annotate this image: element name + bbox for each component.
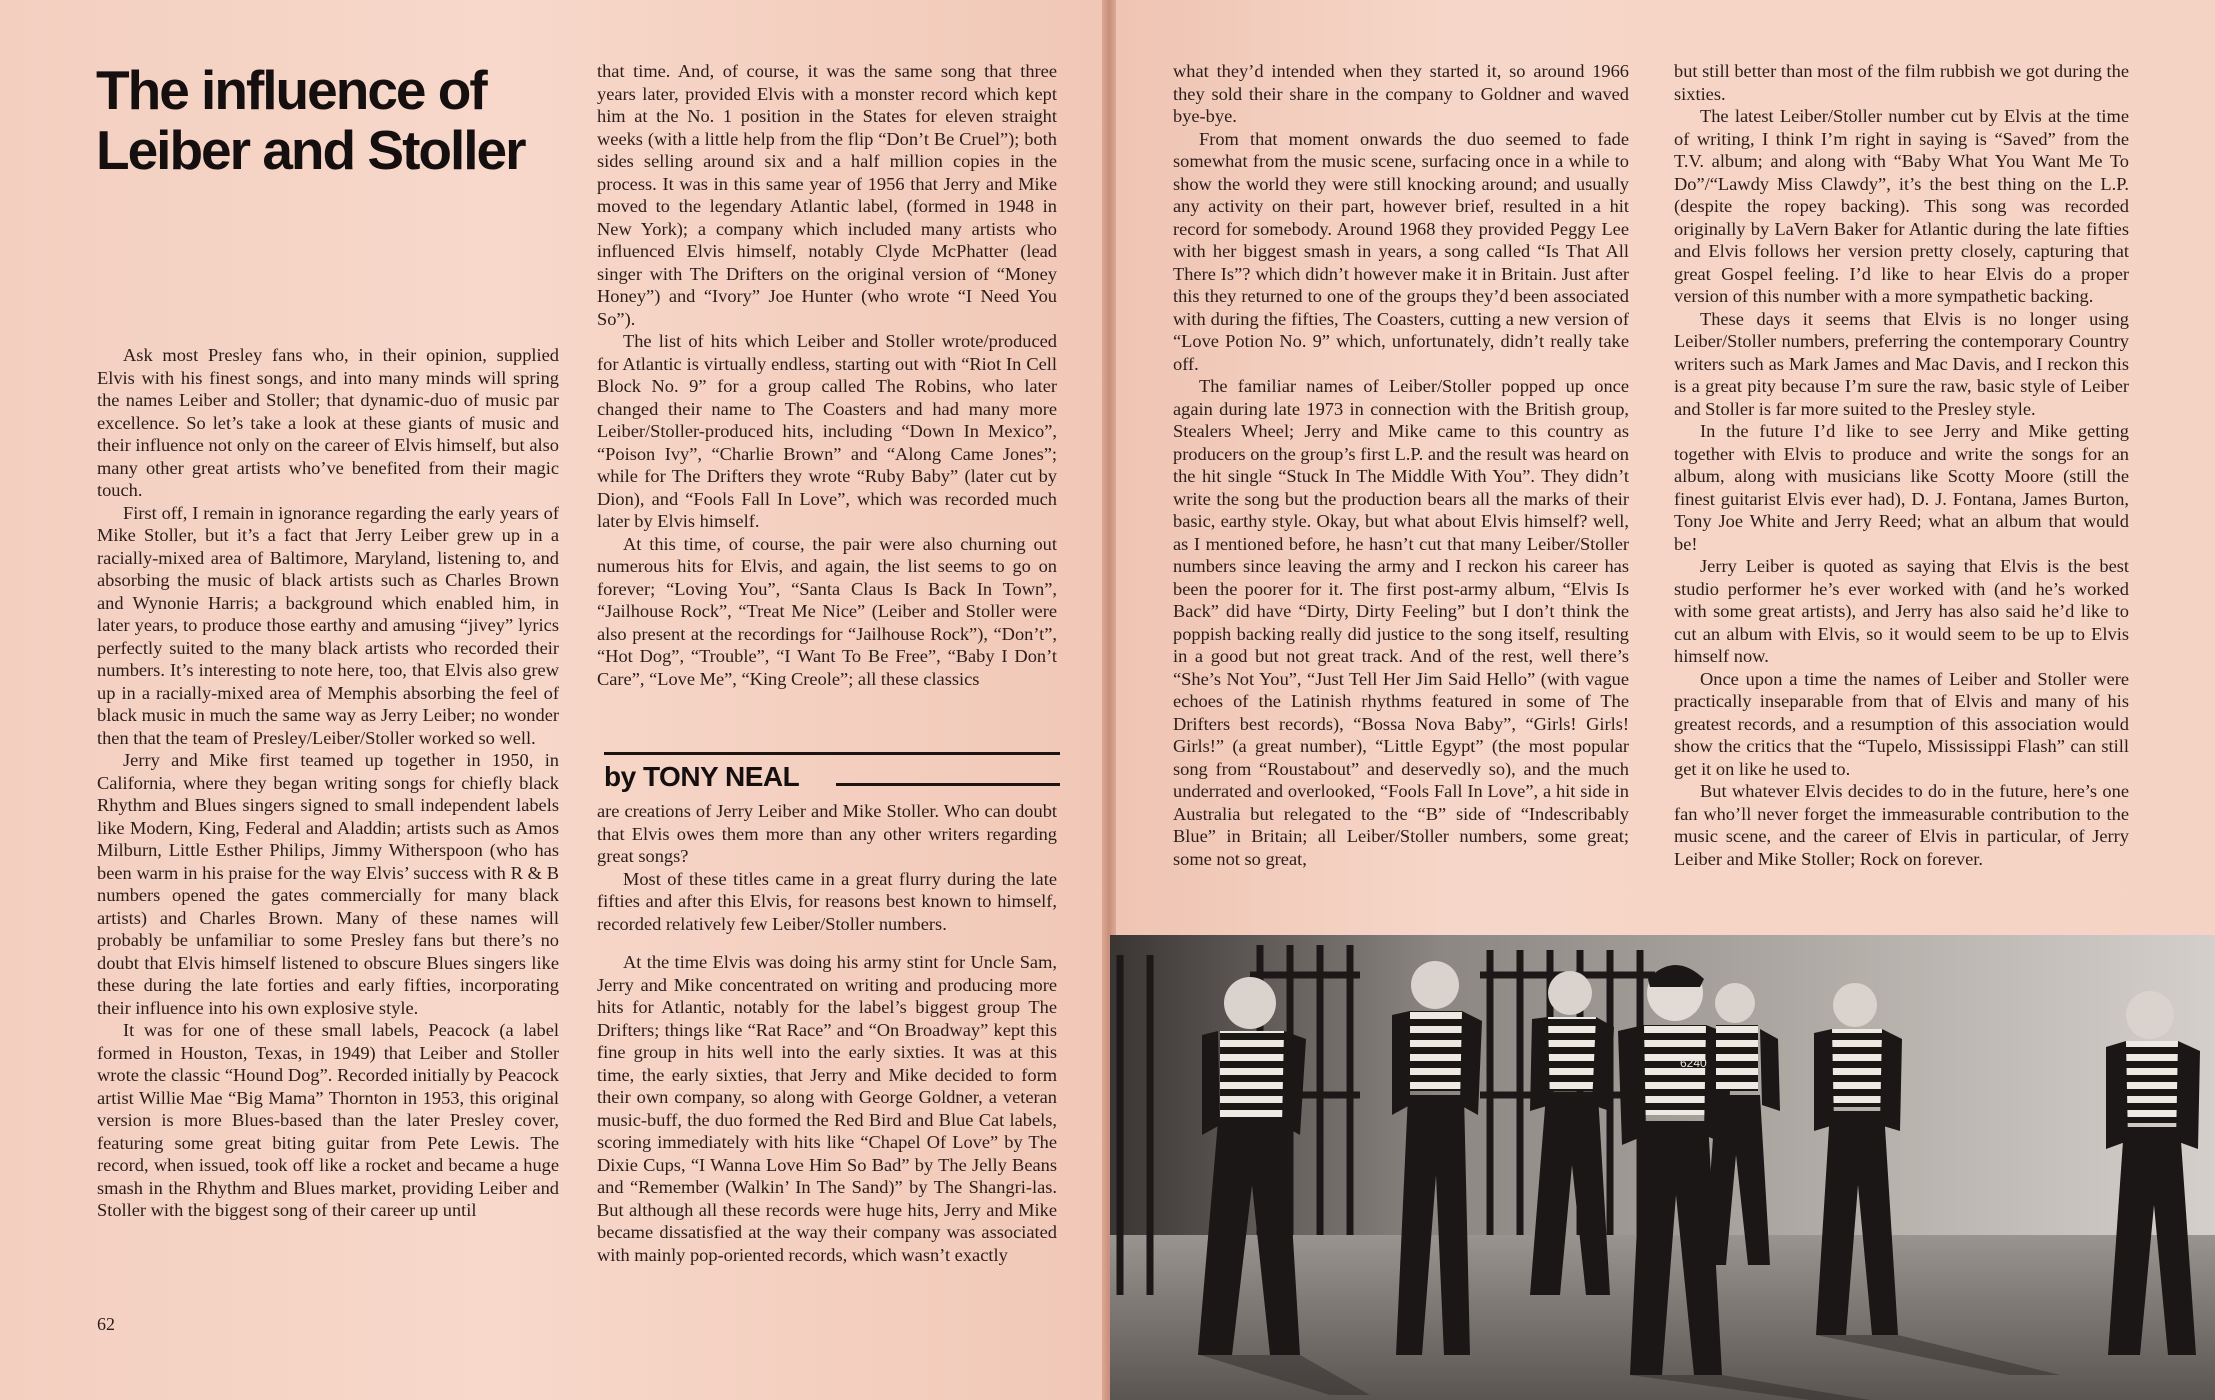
paragraph: The familiar names of Leiber/Stoller popped up once again during late 1973 in connection with the British group, Stealers Wheel; Jerry and Mike came to this country as producers on the group’s first L.P. and the result was heard on the hit single “Stuck In The Middle With You”. They didn’t write the song but the production bears all the marks of their basic, earthy style. Okay, but what about Elvis himself? well, as I mentioned before, he hasn’t cut that many Leiber/Stoller numbers since leaving the army and I reckon his career has been the poorer for it. The first post-army album, “Elvis Is Back” did have “Dirty, Dirty Feeling” but I don’t think the poppish backing really did justice to the song itself, resulting in a good but not great track. And of the rest, well there’s “She’s Not You”, “Just Tell Her Jim Said Hello” (with vague echoes of the Latinish rhythms featured in some of The Drifters best records), “Bossa Nova Baby”, “Girls! Girls! Girls!” (a great number), “Little Egypt” (the most popular song from “Roustabout” and deservedly so), and the much underrated and overlooked, “Fools Fall In Love”, a hit side in Australia but relegated to the “B” side of “Indescribably Blue” in Britain; all Leiber/Stoller numbers, some great; some not so great, <box>1173 376 1629 869</box>
article-headline: The influence of Leiber and Stoller <box>96 59 525 181</box>
paragraph: are creations of Jerry Leiber and Mike Stoller. Who can doubt that Elvis owes them more than any other writers regarding great songs? <box>597 801 1057 866</box>
paragraph: Jerry Leiber is quoted as saying that Elvis is the best studio performer he’s ever worked with (and he’s worked with some great artists), and Jerry has also said he’d like to cut an album with Elvis, so it would seem to be up to Elvis himself now. <box>1674 556 2129 666</box>
uniform-number: 6240 <box>1680 1056 1707 1070</box>
paragraph: Jerry and Mike first teamed up together in 1950, in California, where they began writing songs for chiefly black Rhythm and Blues singers signed to small independent labels like Modern, King, Federal and Aladdin; artists such as Amos Milburn, Little Esther Philips, Jimmy Witherspoon (who has been warm in his praise for the way Elvis’ success with R & B numbers opened the gates commercially for many black artists) and Charles Brown. Many of these names will probably be unfamiliar to some Presley fans but there’s no doubt that Elvis himself listened to obscure Blues singers like these during the late forties and early fifties, incorporating their influence into his own explosive style. <box>97 750 559 1018</box>
byline-rule <box>836 783 1060 786</box>
paragraph: In the future I’d like to see Jerry and Mike getting together with Elvis to produce and write the songs for an album, along with musicians like Scotty Moore (still the finest guitarist Elvis ever had), D. J. Fontana, James Burton, Tony Joe White and Jerry Reed; what an album that would be! <box>1674 421 2129 554</box>
paragraph: At this time, of course, the pair were also churning out numerous hits for Elvis, and again, the list seems to go on forever; “Loving You”, “Santa Claus Is Back In Town”, “Jailhouse Rock”, “Treat Me Nice” (Leiber and Stoller were also present at the recordings for “Jailhouse Rock”), “Don’t”, “Hot Dog”, “Trouble”, “I Want To Be Free”, “Baby I Don’t Care”, “Love Me”, “King Creole”; all these classics <box>597 533 1057 689</box>
paragraph: It was for one of these small labels, Peacock (a label formed in Houston, Texas, in 1949) that Leiber and Stoller wrote the classic “Hound Dog”. Recorded initially by Peacock artist Willie Mae “Big Mama” Thornton in 1953, this original version is more Blues-based than the later Presley cover, featuring some great biting guitar from Pete Lewis. The record, when issued, took off like a rocket and became a huge smash in the Rhythm and Blues market, providing Leiber and Stoller with the biggest song of their career up until <box>97 1020 559 1220</box>
paragraph: The latest Leiber/Stoller number cut by Elvis at the time of writing, I think I’m right in saying is “Saved” from the T.V. album; and along with “Baby What You Want Me To Do”/“Lawdy Miss Clawdy”, it’s the best thing on the L.P. (despite the ropey backing). This song was recorded originally by LaVern Baker for Atlantic during the late fifties and Elvis follows her version pretty closely, capturing that great Gospel feeling. I’d like to hear Elvis do a proper version of this number with a more sympathetic backing. <box>1674 106 2129 306</box>
paragraph: Most of these titles came in a great flurry during the late fifties and after this Elvis, for reasons best known to himself, recorded relatively few Leiber/Stoller numbers. <box>597 868 1057 934</box>
paragraph: that time. And, of course, it was the same song that three years later, provided Elvis with a monster record which kept him at the No. 1 position in the States for eleven straight weeks (with a little help from the flip “Don’t Be Cruel”); both sides selling around six and a half million copies in the process. It was in this same year of 1956 that Jerry and Mike moved to the legendary Atlantic label, (formed in 1948 in New York); a company which included many artists who influenced Elvis himself, notably Clyde McPhatter (lead singer with The Drifters on the original version of “Money Honey”) and “Ivory” Joe Hunter (who wrote “I Need You So”). <box>597 61 1057 329</box>
column-2 <box>597 60 1057 752</box>
paragraph: At the time Elvis was doing his army stint for Uncle Sam, Jerry and Mike concentrated on writing and producing more hits for Atlantic, notably for the label’s biggest group The Drifters; things like “Rat Race” and “On Broadway” kept this fine group in hits well into the early sixties. It was at this time, the early sixties, that Jerry and Mike decided to form their own company, so along with George Goldner, a veteran music-buff, the duo formed the Red Bird and Blue Cat labels, scoring immediately with hits like “Chapel Of Love” by The Dixie Cups, “I Wanna Love Him So Bad” by The Jelly Beans and “Remember (Walkin’ In The Sand)” by The Shangri-las. But although all these records were huge hits, Jerry and Mike became dissatisfied at the way their company was associated with mainly pop-oriented records, which wasn’t exactly <box>597 952 1057 1265</box>
paragraph: But whatever Elvis decides to do in the future, here’s one fan who’ll never forget the immeasurable contribution to the music scene, and the career of Elvis in particular, of Jerry Leiber and Mike Stoller; Rock on forever. <box>1674 781 2129 869</box>
paragraph: Once upon a time the names of Leiber and Stoller were practically inseparable from that of Elvis and many of his greatest records, and a resumption of this association would show the critics that the “Tupelo, Mississippi Flash” can still get it on like he used to. <box>1674 668 2129 779</box>
byline <box>604 752 1060 799</box>
jailhouse-rock-photo <box>1110 935 2215 1400</box>
byline-text: by TONY NEAL <box>604 761 800 792</box>
photo-illustration <box>1110 935 2215 1400</box>
paragraph: First off, I remain in ignorance regarding the early years of Mike Stoller, but it’s a fact that Jerry Leiber grew up in a racially-mixed area of Baltimore, Maryland, listening to, and absorbing the music of black artists such as Charles Brown and Wynonie Harris; a background which enabled him, in later years, to produce those earthy and amusing “jivey” lyrics perfectly suited to the many black artists who recorded their numbers. It’s interesting to note here, too, that Elvis also grew up in a racially-mixed area of Memphis absorbing the feel of black music in much the same way as Jerry Leiber; no wonder then that the team of Presley/Leiber/Stoller worked so well. <box>97 502 559 748</box>
column-1 <box>97 344 559 1316</box>
paragraph: what they’d intended when they started it, so around 1966 they sold their share in the company to Goldner and waved bye-bye. <box>1173 61 1629 126</box>
column-3 <box>597 800 1057 1308</box>
paragraph: The list of hits which Leiber and Stoller wrote/produced for Atlantic is virtually endless, starting out with “Riot In Cell Block No. 9” for a group called The Robins, who later changed their name to The Coasters and had many more Leiber/Stoller-produced hits, including “Down In Mexico”, “Poison Ivy”, “Charlie Brown” and “Along Came Jones”; while for The Drifters they wrote “Ruby Baby” (later cut by Dion), and “Fools Fall In Love”, which was recorded much later by Elvis himself. <box>597 331 1057 531</box>
paragraph: These days it seems that Elvis is no longer using Leiber/Stoller numbers, preferring the contemporary Country writers such as Mark James and Mac Davis, and I reckon this is a great pity because I’m sure the raw, basic style of Leiber and Stoller is far more suited to the Presley style. <box>1674 308 2129 419</box>
column-5 <box>1674 60 2129 912</box>
page-number: 62 <box>97 1314 115 1334</box>
paragraph: From that moment onwards the duo seemed to fade somewhat from the music scene, surfacing once in a while to show the world they were still knocking around; and usually any activity on their part, however brief, resulted in a hit record for somebody. Around 1968 they provided Peggy Lee with her biggest smash in years, a song called “Is That All There Is”? which didn’t however make it in Britain. Just after this they returned to one of the groups they’d been associated with during the fifties, The Coasters, cutting a new version of “Love Potion No. 9” which, unfortunately, didn’t really take off. <box>1173 128 1629 374</box>
paragraph: Ask most Presley fans who, in their opinion, supplied Elvis with his finest songs, and into many minds will spring the names Leiber and Stoller; that dynamic-duo of music par excellence. So let’s take a look at these giants of music and their influence not only on the career of Elvis himself, but also many other great artists who’ve benefited from their magic touch. <box>97 345 559 500</box>
paragraph: but still better than most of the film rubbish we got during the sixties. <box>1674 61 2129 104</box>
column-4 <box>1173 60 1629 912</box>
